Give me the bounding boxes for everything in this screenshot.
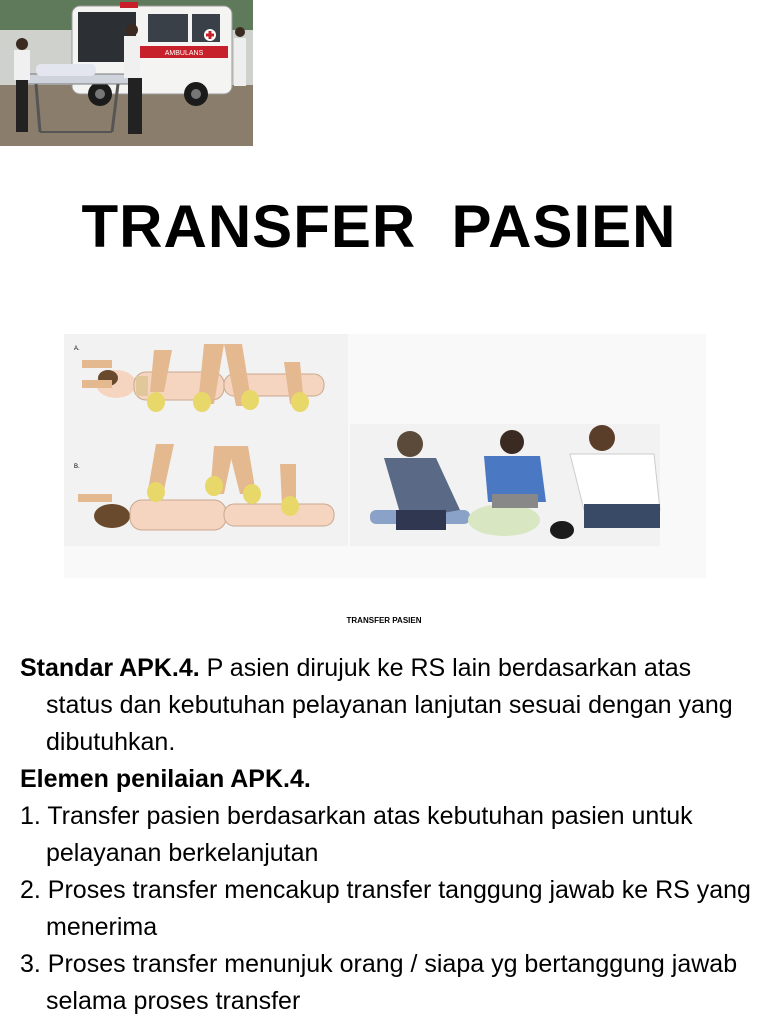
label-a: A.: [74, 346, 80, 352]
page-title: TRANSFER PASIEN: [81, 193, 677, 260]
standard-paragraph: [20, 650, 760, 761]
standard-content: [20, 650, 760, 1020]
standard-label: Standar APK.4.: [20, 654, 200, 682]
element-item-2: 2. Proses transfer mencakup transfer tanggung jawab ke RS yang menerima: [20, 876, 751, 941]
transfer-illustration: [64, 334, 706, 578]
standard-text: P asien dirujuk ke RS lain berdasarkan atas status dan kebutuhan pelayanan lanjutan sesuai dengan yang dibutuhkan.: [46, 654, 733, 756]
ambulance-sign: AMBULANS: [164, 50, 204, 57]
image-caption: TRANSFER PASIEN: [346, 616, 422, 625]
elements-heading: Elemen penilaian APK.4.: [20, 765, 311, 793]
label-b: B.: [74, 464, 80, 470]
element-item-3: 3. Proses transfer menunjuk orang / siapa yg bertanggung jawab selama proses transfer: [20, 950, 738, 1015]
ambulance-photo: [0, 0, 253, 146]
element-item-1: 1. Transfer pasien berdasarkan atas kebutuhan pasien untuk pelayanan berkelanjutan: [20, 802, 693, 867]
